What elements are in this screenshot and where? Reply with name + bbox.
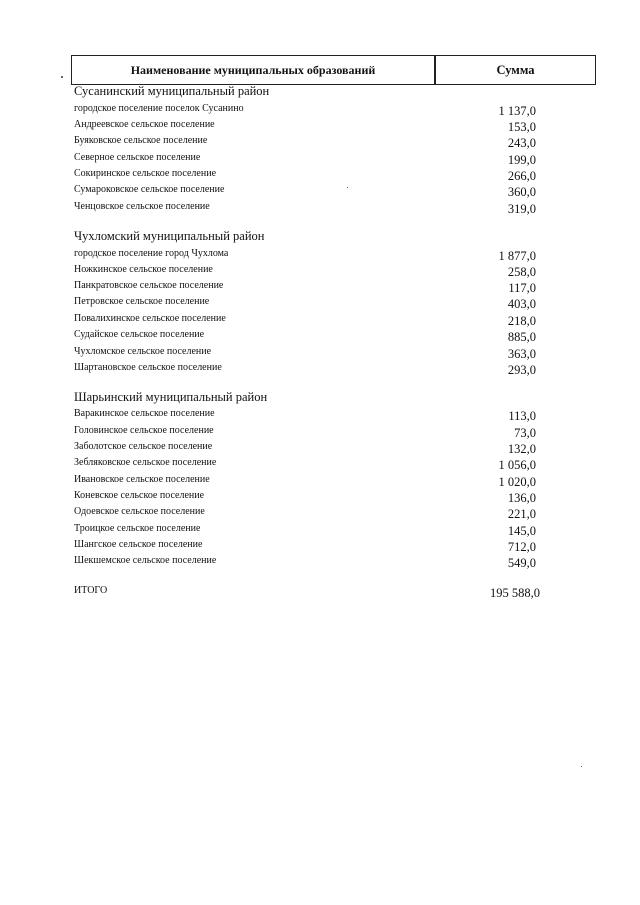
settlement-sum: 153,0 <box>507 120 536 134</box>
settlement-name: Коневское сельское поселение <box>74 490 205 501</box>
table-row <box>74 406 536 422</box>
table-header <box>71 55 596 85</box>
total-sum: 195 588,0 <box>490 586 540 600</box>
settlement-sum: 113,0 <box>508 409 536 423</box>
settlement-name: Шангское сельское поселение <box>74 539 203 550</box>
settlement-sum: 136,0 <box>507 491 536 505</box>
settlement-name: Одоевское сельское поселение <box>74 506 205 517</box>
settlement-sum: 221,0 <box>507 507 536 521</box>
table-row <box>74 537 536 553</box>
total-label: ИТОГО <box>74 585 108 596</box>
table-row <box>74 360 536 376</box>
settlement-sum: 145,0 <box>507 524 536 538</box>
table-row <box>74 262 536 278</box>
header-sum-column: Сумма <box>496 62 535 77</box>
table-row <box>74 504 536 520</box>
settlement-name: Шекшемское сельское поселение <box>74 555 217 566</box>
header-name-column: Наименование муниципальных образований <box>72 56 436 84</box>
table-row <box>74 472 536 488</box>
settlement-sum: 712,0 <box>507 540 536 554</box>
settlement-name: Повалихинское сельское поселение <box>74 313 226 324</box>
table-row <box>74 344 536 360</box>
table-row <box>74 423 536 439</box>
table-row <box>74 553 536 569</box>
settlement-sum: 218,0 <box>507 314 536 328</box>
settlement-sum: 258,0 <box>507 265 536 279</box>
settlement-name: Шартановское сельское поселение <box>74 362 222 373</box>
settlement-sum: 360,0 <box>507 185 536 199</box>
settlement-sum: 885,0 <box>507 330 536 344</box>
settlement-sum: 293,0 <box>507 363 536 377</box>
settlement-name: Ченцовское сельское поселение <box>74 201 210 212</box>
settlement-sum: 1 137,0 <box>498 104 536 118</box>
settlement-name: городское поселение поселок Сусанино <box>74 103 244 114</box>
table-row <box>74 327 536 343</box>
table-row <box>74 439 536 455</box>
settlement-name: городское поселение город Чухлома <box>74 248 229 259</box>
settlement-sum: 266,0 <box>507 169 536 183</box>
total-row <box>74 583 540 599</box>
table-row <box>74 488 536 504</box>
settlement-name: Северное сельское поселение <box>74 152 201 163</box>
table-row <box>74 182 536 198</box>
district-title: Сусанинский муниципальный район <box>74 84 270 98</box>
table-row <box>74 311 536 327</box>
settlement-name: Андреевское сельское поселение <box>74 119 215 130</box>
settlement-name: Троицкое сельское поселение <box>74 523 201 534</box>
settlement-sum: 363,0 <box>507 347 536 361</box>
table-row <box>74 455 536 471</box>
settlement-name: Ножкинское сельское поселение <box>74 264 213 275</box>
scan-speck <box>61 76 63 78</box>
settlement-sum: 1 877,0 <box>498 249 536 263</box>
table-row <box>74 278 536 294</box>
settlement-name: Ивановское сельское поселение <box>74 474 210 485</box>
settlement-sum: 73,0 <box>514 426 536 440</box>
settlement-name: Заболотское сельское поселение <box>74 441 213 452</box>
table-row <box>74 101 536 117</box>
settlement-name: Чухломское сельское поселение <box>74 346 212 357</box>
settlement-name: Петровское сельское поселение <box>74 296 210 307</box>
district-title: Чухломский муниципальный район <box>74 229 265 243</box>
table-row <box>74 150 536 166</box>
settlement-sum: 199,0 <box>507 153 536 167</box>
settlement-sum: 132,0 <box>507 442 536 456</box>
settlement-name: Варакинское сельское поселение <box>74 408 215 419</box>
settlement-sum: 319,0 <box>507 202 536 216</box>
settlement-name: Буяковское сельское поселение <box>74 135 208 146</box>
table-row <box>74 117 536 133</box>
settlement-sum: 403,0 <box>507 297 536 311</box>
settlement-name: Сумароковское сельское поселение <box>74 184 225 195</box>
table-row <box>74 166 536 182</box>
settlement-name: Головинское сельское поселение <box>74 425 214 436</box>
settlement-name: Сокиринское сельское поселение <box>74 168 217 179</box>
settlement-sum: 1 020,0 <box>498 475 536 489</box>
table-row <box>74 521 536 537</box>
table-row <box>74 294 536 310</box>
table-row <box>74 246 536 262</box>
district-title: Шарьинский муниципальный район <box>74 390 268 404</box>
settlement-name: Панкратовское сельское поселение <box>74 280 224 291</box>
scan-speck <box>581 766 582 767</box>
table-row <box>74 133 536 149</box>
settlement-sum: 549,0 <box>507 556 536 570</box>
settlement-sum: 1 056,0 <box>498 458 536 472</box>
settlement-name: Зебляковское сельское поселение <box>74 457 217 468</box>
settlement-sum: 243,0 <box>507 136 536 150</box>
settlement-name: Судайское сельское поселение <box>74 329 205 340</box>
table-row <box>74 199 536 215</box>
settlement-sum: 117,0 <box>508 281 536 295</box>
